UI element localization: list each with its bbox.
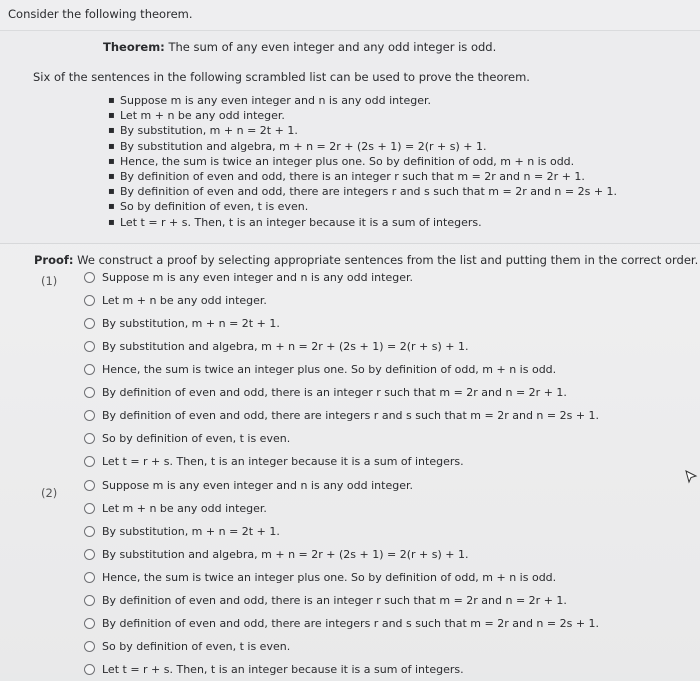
option[interactable] bbox=[84, 450, 599, 473]
option[interactable] bbox=[84, 658, 599, 681]
theorem-text: The sum of any even integer and any odd integer is odd. bbox=[164, 40, 497, 54]
option-label: By definition of even and odd, there is an integer r such that m = 2r and n = 2r + 1. bbox=[102, 386, 567, 399]
list-item: ▪ So by definition of even, t is even. bbox=[108, 199, 617, 214]
radio-icon[interactable] bbox=[84, 272, 95, 283]
list-item: ▪ Hence, the sum is twice an integer plus one. So by definition of odd, m + n is odd. bbox=[108, 154, 617, 169]
list-item: ▪ Let t = r + s. Then, t is an integer because it is a sum of integers. bbox=[108, 215, 617, 230]
radio-icon[interactable] bbox=[84, 456, 95, 467]
option[interactable] bbox=[84, 427, 599, 450]
option-label: Let t = r + s. Then, t is an integer because it is a sum of integers. bbox=[102, 663, 464, 676]
list-item: ▪ Suppose m is any even integer and n is any odd integer. bbox=[108, 93, 617, 108]
option[interactable] bbox=[84, 335, 599, 358]
list-item: ▪ By definition of even and odd, there is an integer r such that m = 2r and n = 2r + 1. bbox=[108, 169, 617, 184]
radio-icon[interactable] bbox=[84, 526, 95, 537]
list-item: ▪ By substitution, m + n = 2t + 1. bbox=[108, 123, 617, 138]
option[interactable] bbox=[84, 312, 599, 335]
option[interactable] bbox=[84, 497, 599, 520]
scrambled-list bbox=[108, 93, 617, 230]
option[interactable] bbox=[84, 358, 599, 381]
radio-icon[interactable] bbox=[84, 595, 95, 606]
radio-icon[interactable] bbox=[84, 664, 95, 675]
radio-icon[interactable] bbox=[84, 503, 95, 514]
option[interactable] bbox=[84, 635, 599, 658]
option-label: Suppose m is any even integer and n is any odd integer. bbox=[102, 479, 413, 492]
option-label: Let t = r + s. Then, t is an integer because it is a sum of integers. bbox=[102, 455, 464, 468]
option-label: By substitution and algebra, m + n = 2r + (2s + 1) = 2(r + s) + 1. bbox=[102, 340, 469, 353]
radio-icon[interactable] bbox=[84, 364, 95, 375]
option[interactable] bbox=[84, 612, 599, 635]
option[interactable] bbox=[84, 266, 599, 289]
list-item: ▪ By substitution and algebra, m + n = 2r + (2s + 1) = 2(r + s) + 1. bbox=[108, 139, 617, 154]
radio-icon[interactable] bbox=[84, 341, 95, 352]
option-label: By definition of even and odd, there are integers r and s such that m = 2r and n = 2s + 1. bbox=[102, 617, 600, 630]
option-label: By substitution, m + n = 2t + 1. bbox=[102, 525, 280, 538]
instructions-text: Six of the sentences in the following scrambled list can be used to prove the theorem. bbox=[33, 70, 530, 84]
option-label: So by definition of even, t is even. bbox=[102, 640, 291, 653]
option-label: Hence, the sum is twice an integer plus one. So by definition of odd, m + n is odd. bbox=[102, 571, 557, 584]
step-2-options bbox=[84, 474, 599, 681]
radio-icon[interactable] bbox=[84, 618, 95, 629]
radio-icon[interactable] bbox=[84, 387, 95, 398]
option-label: Suppose m is any even integer and n is any odd integer. bbox=[102, 271, 413, 284]
proof-label: Proof: bbox=[34, 253, 74, 267]
consider-text: Consider the following theorem. bbox=[8, 7, 193, 21]
option[interactable] bbox=[84, 381, 599, 404]
option[interactable] bbox=[84, 520, 599, 543]
cursor-icon bbox=[684, 470, 698, 484]
option[interactable] bbox=[84, 543, 599, 566]
option-label: So by definition of even, t is even. bbox=[102, 432, 291, 445]
radio-icon[interactable] bbox=[84, 318, 95, 329]
step-1-number: (1) bbox=[41, 274, 58, 288]
option-label: Let m + n be any odd integer. bbox=[102, 502, 267, 515]
option[interactable] bbox=[84, 404, 599, 427]
option[interactable] bbox=[84, 474, 599, 497]
radio-icon[interactable] bbox=[84, 572, 95, 583]
theorem-label: Theorem: bbox=[103, 40, 165, 54]
option-label: Let m + n be any odd integer. bbox=[102, 294, 267, 307]
radio-icon[interactable] bbox=[84, 480, 95, 491]
radio-icon[interactable] bbox=[84, 641, 95, 652]
list-item: ▪ Let m + n be any odd integer. bbox=[108, 108, 617, 123]
option[interactable] bbox=[84, 289, 599, 312]
option-label: By definition of even and odd, there is an integer r such that m = 2r and n = 2r + 1. bbox=[102, 594, 567, 607]
option[interactable] bbox=[84, 566, 599, 589]
list-item: ▪ By definition of even and odd, there are integers r and s such that m = 2r and n = 2s + 1. bbox=[108, 184, 617, 199]
intro-panel bbox=[0, 0, 700, 244]
option-label: By substitution and algebra, m + n = 2r + (2s + 1) = 2(r + s) + 1. bbox=[102, 548, 469, 561]
option-label: By definition of even and odd, there are integers r and s such that m = 2r and n = 2s + 1. bbox=[102, 409, 600, 422]
step-2-number: (2) bbox=[41, 486, 58, 500]
radio-icon[interactable] bbox=[84, 433, 95, 444]
option[interactable] bbox=[84, 589, 599, 612]
radio-icon[interactable] bbox=[84, 549, 95, 560]
option-label: Hence, the sum is twice an integer plus one. So by definition of odd, m + n is odd. bbox=[102, 363, 557, 376]
theorem-statement bbox=[103, 40, 496, 55]
radio-icon[interactable] bbox=[84, 410, 95, 421]
option-label: By substitution, m + n = 2t + 1. bbox=[102, 317, 280, 330]
step-1-options bbox=[84, 266, 599, 473]
radio-icon[interactable] bbox=[84, 295, 95, 306]
proof-text: We construct a proof by selecting appropriate sentences from the list and putting them in the correct order. bbox=[73, 253, 699, 267]
